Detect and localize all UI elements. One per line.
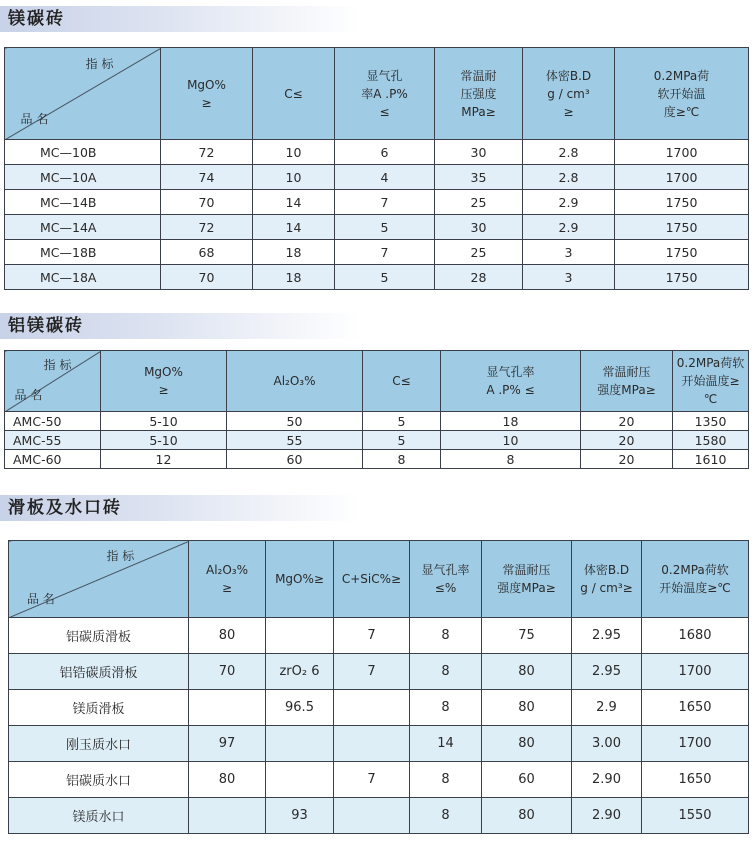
col-header-line: C+SiC%≥ bbox=[341, 572, 402, 586]
col-header-line: ℃ bbox=[703, 392, 718, 406]
value-cell: 2.95 bbox=[572, 654, 642, 690]
header-index-label: 指 标 bbox=[85, 57, 114, 72]
value-cell: 8 bbox=[441, 450, 581, 469]
value-cell: 3.00 bbox=[572, 726, 642, 762]
col-header-line: 0.2MPa荷软 bbox=[676, 356, 745, 370]
table-row bbox=[5, 140, 749, 165]
value-cell: 2.8 bbox=[523, 165, 615, 190]
value-cell bbox=[266, 618, 334, 654]
header-name-label: 品 名 bbox=[20, 112, 49, 127]
product-name-cell: MC—14A bbox=[5, 215, 161, 240]
value-cell bbox=[189, 690, 266, 726]
table-row bbox=[9, 690, 749, 726]
col-header-line: 开始温度≥℃ bbox=[659, 581, 731, 595]
table-row bbox=[5, 450, 749, 469]
product-name-cell: MC—18A bbox=[5, 265, 161, 290]
value-cell: 14 bbox=[253, 215, 335, 240]
col-header-line: 显气孔率 bbox=[421, 563, 470, 577]
value-cell: 55 bbox=[227, 431, 363, 450]
value-cell: 1700 bbox=[615, 165, 749, 190]
col-header-line: MgO%≥ bbox=[275, 572, 324, 586]
col-header-line: ≥ bbox=[201, 95, 212, 110]
product-name-cell: AMC-50 bbox=[5, 412, 101, 431]
value-cell: 2.90 bbox=[572, 798, 642, 834]
value-cell: 8 bbox=[410, 654, 482, 690]
col-header bbox=[227, 351, 363, 412]
col-header-line: ≥ bbox=[221, 581, 233, 595]
col-header-line: C≤ bbox=[392, 374, 411, 388]
table-amc-bricks bbox=[4, 350, 749, 469]
col-header bbox=[334, 541, 410, 618]
value-cell: 93 bbox=[266, 798, 334, 834]
col-header-line: Al₂O₃% bbox=[273, 374, 316, 388]
value-cell: 7 bbox=[335, 240, 435, 265]
value-cell: 97 bbox=[189, 726, 266, 762]
value-cell: 80 bbox=[482, 726, 572, 762]
header-diagonal-cell bbox=[5, 351, 101, 412]
col-header-line: 压强度 bbox=[460, 86, 497, 101]
value-cell: 2.9 bbox=[523, 190, 615, 215]
product-name-cell: AMC-60 bbox=[5, 450, 101, 469]
table-row bbox=[9, 726, 749, 762]
value-cell: 2.9 bbox=[523, 215, 615, 240]
product-name-cell: AMC-55 bbox=[5, 431, 101, 450]
value-cell: 14 bbox=[253, 190, 335, 215]
table-row bbox=[5, 240, 749, 265]
col-header-line: 强度MPa≥ bbox=[597, 383, 656, 397]
col-header-line: 开始温度≥ bbox=[681, 374, 740, 388]
product-name-cell: 铝锆碳质滑板 bbox=[9, 654, 189, 690]
value-cell: 1350 bbox=[673, 412, 749, 431]
section-title-mgc: 镁碳砖 bbox=[0, 6, 360, 32]
col-header-line: MPa≥ bbox=[461, 104, 496, 119]
product-name-cell: 铝碳质水口 bbox=[9, 762, 189, 798]
value-cell: 2.9 bbox=[572, 690, 642, 726]
value-cell: 18 bbox=[253, 265, 335, 290]
value-cell bbox=[266, 726, 334, 762]
value-cell: 28 bbox=[435, 265, 523, 290]
col-header bbox=[673, 351, 749, 412]
table-row bbox=[5, 412, 749, 431]
section-title-slide-nozzle: 滑板及水口砖 bbox=[0, 495, 360, 521]
value-cell: 60 bbox=[482, 762, 572, 798]
value-cell: 5-10 bbox=[101, 412, 227, 431]
value-cell: 4 bbox=[335, 165, 435, 190]
col-header bbox=[523, 48, 615, 140]
table-row bbox=[9, 798, 749, 834]
value-cell: 80 bbox=[482, 690, 572, 726]
col-header bbox=[410, 541, 482, 618]
col-header-line: 常温耐 bbox=[460, 68, 497, 83]
value-cell: 18 bbox=[441, 412, 581, 431]
value-cell: 60 bbox=[227, 450, 363, 469]
table-row bbox=[5, 265, 749, 290]
value-cell: 10 bbox=[253, 165, 335, 190]
value-cell: 70 bbox=[189, 654, 266, 690]
value-cell: 70 bbox=[161, 265, 253, 290]
header-index-label: 指 标 bbox=[106, 549, 135, 564]
value-cell: 1750 bbox=[615, 240, 749, 265]
col-header bbox=[642, 541, 749, 618]
col-header bbox=[581, 351, 673, 412]
col-header-line: g / cm³ bbox=[547, 86, 590, 101]
col-header bbox=[572, 541, 642, 618]
col-header-line: MgO% bbox=[187, 77, 226, 92]
col-header-line: ≥ bbox=[563, 104, 574, 119]
col-header bbox=[101, 351, 227, 412]
value-cell: 2.95 bbox=[572, 618, 642, 654]
product-name-cell: MC—10B bbox=[5, 140, 161, 165]
value-cell: 5 bbox=[335, 215, 435, 240]
value-cell: 8 bbox=[410, 798, 482, 834]
value-cell: 12 bbox=[101, 450, 227, 469]
value-cell: 1680 bbox=[642, 618, 749, 654]
value-cell: 5 bbox=[363, 431, 441, 450]
value-cell: 30 bbox=[435, 215, 523, 240]
value-cell: 1700 bbox=[615, 140, 749, 165]
col-header bbox=[435, 48, 523, 140]
value-cell: 20 bbox=[581, 450, 673, 469]
value-cell: 7 bbox=[334, 654, 410, 690]
value-cell: 1750 bbox=[615, 215, 749, 240]
value-cell: 96.5 bbox=[266, 690, 334, 726]
value-cell: 80 bbox=[189, 618, 266, 654]
value-cell: 1650 bbox=[642, 690, 749, 726]
value-cell: 1700 bbox=[642, 726, 749, 762]
product-name-cell: MC—10A bbox=[5, 165, 161, 190]
value-cell: 1610 bbox=[673, 450, 749, 469]
value-cell: 8 bbox=[363, 450, 441, 469]
col-header-line: MgO% bbox=[144, 365, 183, 379]
value-cell: 80 bbox=[482, 654, 572, 690]
value-cell: 80 bbox=[482, 798, 572, 834]
value-cell: 50 bbox=[227, 412, 363, 431]
col-header-line: 常温耐压 bbox=[602, 365, 651, 379]
value-cell bbox=[334, 798, 410, 834]
value-cell: 72 bbox=[161, 215, 253, 240]
value-cell: 20 bbox=[581, 412, 673, 431]
value-cell: 6 bbox=[335, 140, 435, 165]
table-row bbox=[9, 618, 749, 654]
value-cell: 5-10 bbox=[101, 431, 227, 450]
value-cell: 2.90 bbox=[572, 762, 642, 798]
value-cell: 72 bbox=[161, 140, 253, 165]
value-cell: 8 bbox=[410, 618, 482, 654]
col-header-line: 常温耐压 bbox=[502, 563, 551, 577]
table-row bbox=[9, 654, 749, 690]
value-cell: 35 bbox=[435, 165, 523, 190]
value-cell: 70 bbox=[161, 190, 253, 215]
value-cell: 5 bbox=[335, 265, 435, 290]
col-header-line: 率A .P% bbox=[361, 86, 408, 101]
value-cell: 3 bbox=[523, 265, 615, 290]
col-header-line: 0.2MPa荷软 bbox=[661, 563, 729, 577]
col-header bbox=[161, 48, 253, 140]
value-cell: 5 bbox=[363, 412, 441, 431]
value-cell: 7 bbox=[335, 190, 435, 215]
col-header-line: 体密B.D bbox=[545, 68, 592, 83]
value-cell: 7 bbox=[334, 762, 410, 798]
product-name-cell: 镁质滑板 bbox=[9, 690, 189, 726]
header-name-label: 品 名 bbox=[14, 387, 43, 402]
product-name-cell: 铝碳质滑板 bbox=[9, 618, 189, 654]
value-cell bbox=[334, 690, 410, 726]
col-header bbox=[482, 541, 572, 618]
product-name-cell: MC—18B bbox=[5, 240, 161, 265]
col-header-line: 显气孔 bbox=[366, 68, 403, 83]
value-cell bbox=[266, 762, 334, 798]
product-name-cell: MC—14B bbox=[5, 190, 161, 215]
value-cell: zrO₂ 6 bbox=[266, 654, 334, 690]
header-name-label: 品 名 bbox=[26, 591, 55, 606]
col-header bbox=[253, 48, 335, 140]
col-header bbox=[363, 351, 441, 412]
value-cell: 1580 bbox=[673, 431, 749, 450]
col-header-line: Al₂O₃% bbox=[205, 563, 248, 577]
value-cell: 7 bbox=[334, 618, 410, 654]
table-mgc-bricks bbox=[4, 47, 749, 290]
col-header-line: ≤% bbox=[434, 581, 457, 595]
col-header-line: 度≥℃ bbox=[663, 104, 700, 119]
value-cell bbox=[334, 726, 410, 762]
col-header-line: A .P% ≤ bbox=[486, 383, 535, 397]
table-slide-gate-nozzle bbox=[8, 540, 749, 834]
table-row bbox=[5, 215, 749, 240]
col-header bbox=[335, 48, 435, 140]
col-header bbox=[266, 541, 334, 618]
header-index-label: 指 标 bbox=[43, 357, 72, 372]
value-cell: 20 bbox=[581, 431, 673, 450]
value-cell: 1550 bbox=[642, 798, 749, 834]
value-cell bbox=[189, 798, 266, 834]
value-cell: 10 bbox=[441, 431, 581, 450]
col-header-line: ≤ bbox=[379, 104, 390, 119]
col-header-line: 0.2MPa荷 bbox=[653, 68, 710, 83]
col-header bbox=[615, 48, 749, 140]
value-cell: 14 bbox=[410, 726, 482, 762]
value-cell: 2.8 bbox=[523, 140, 615, 165]
value-cell: 1650 bbox=[642, 762, 749, 798]
value-cell: 80 bbox=[189, 762, 266, 798]
col-header-line: C≤ bbox=[284, 86, 303, 101]
value-cell: 1750 bbox=[615, 265, 749, 290]
value-cell: 25 bbox=[435, 240, 523, 265]
value-cell: 68 bbox=[161, 240, 253, 265]
col-header bbox=[189, 541, 266, 618]
header-diagonal-cell bbox=[9, 541, 189, 618]
col-header-line: 体密B.D bbox=[583, 563, 630, 577]
col-header-line: 显气孔率 bbox=[486, 365, 535, 379]
col-header-line: g / cm³≥ bbox=[580, 581, 633, 595]
value-cell: 75 bbox=[482, 618, 572, 654]
value-cell: 8 bbox=[410, 762, 482, 798]
table-row bbox=[5, 190, 749, 215]
col-header-line: ≥ bbox=[158, 383, 169, 397]
table-row bbox=[5, 431, 749, 450]
section-title-amc: 铝镁碳砖 bbox=[0, 313, 360, 339]
value-cell: 3 bbox=[523, 240, 615, 265]
col-header bbox=[441, 351, 581, 412]
value-cell: 18 bbox=[253, 240, 335, 265]
value-cell: 1700 bbox=[642, 654, 749, 690]
header-diagonal-cell bbox=[5, 48, 161, 140]
col-header-line: 强度MPa≥ bbox=[497, 581, 556, 595]
value-cell: 10 bbox=[253, 140, 335, 165]
value-cell: 74 bbox=[161, 165, 253, 190]
table-row bbox=[9, 762, 749, 798]
col-header-line: 软开始温 bbox=[657, 86, 706, 101]
table-row bbox=[5, 165, 749, 190]
product-name-cell: 刚玉质水口 bbox=[9, 726, 189, 762]
product-name-cell: 镁质水口 bbox=[9, 798, 189, 834]
value-cell: 8 bbox=[410, 690, 482, 726]
value-cell: 1750 bbox=[615, 190, 749, 215]
value-cell: 30 bbox=[435, 140, 523, 165]
value-cell: 25 bbox=[435, 190, 523, 215]
